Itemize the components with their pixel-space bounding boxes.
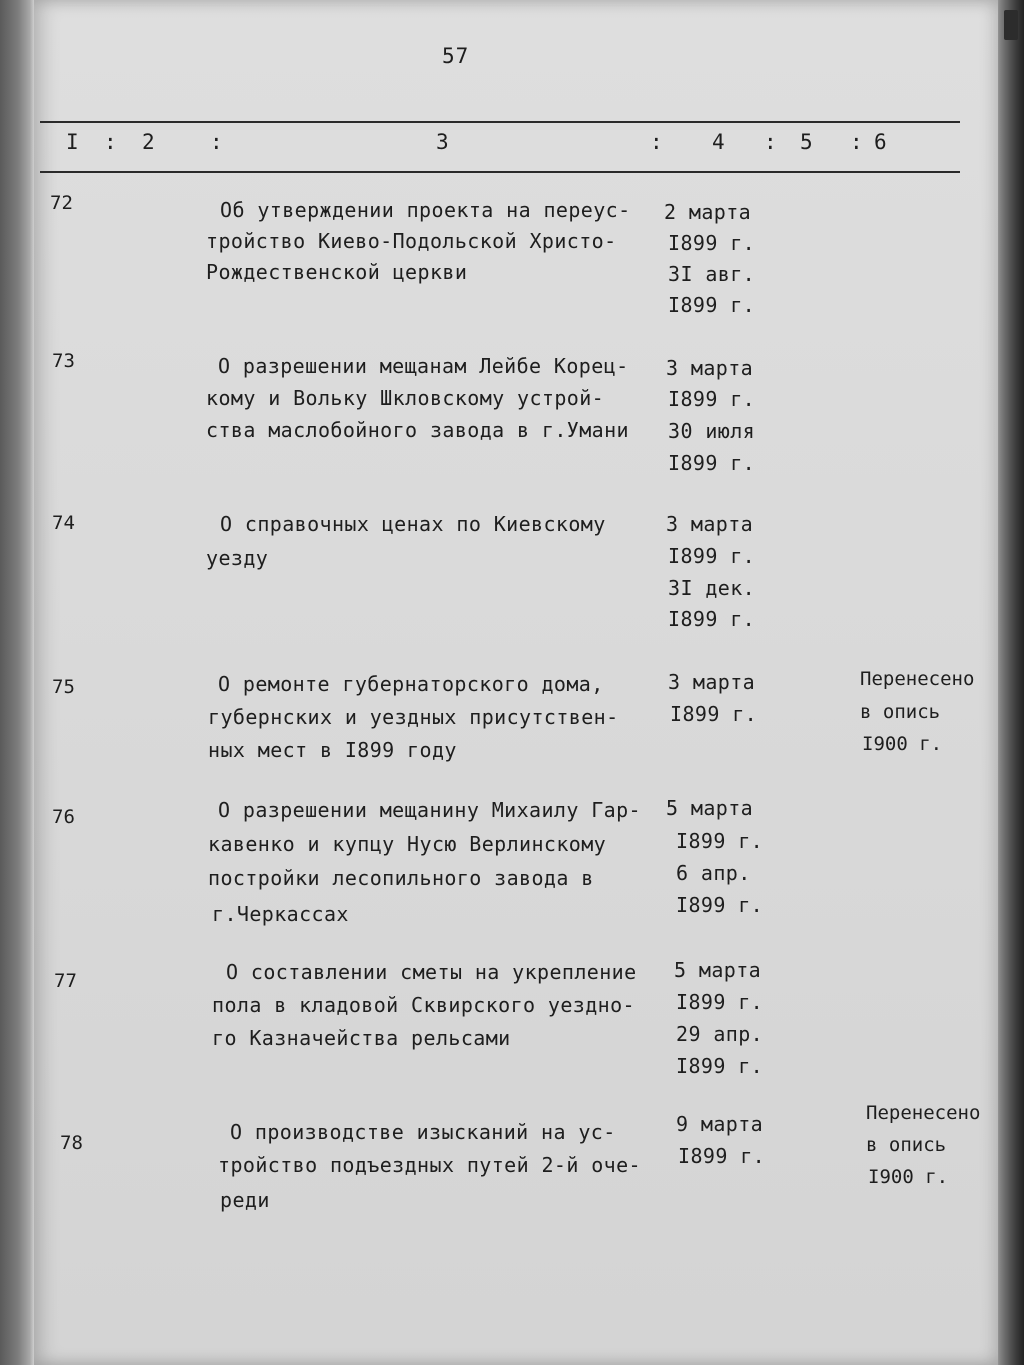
entry-date-line: I899 г. xyxy=(676,1054,764,1078)
entry-note-line: I900 г. xyxy=(862,733,943,755)
column-separator: : xyxy=(764,130,777,154)
entry-number: 75 xyxy=(52,676,75,698)
column-separator: : xyxy=(650,130,663,154)
entry-number: 78 xyxy=(60,1132,83,1154)
entry-date-line: 9 марта xyxy=(676,1112,764,1136)
entry-note-line: в опись xyxy=(860,701,941,723)
entry-note-line: Перенесено xyxy=(866,1102,981,1124)
entry-date-line: 3 марта xyxy=(666,356,754,380)
entry-date-line: 3 марта xyxy=(668,670,756,694)
entry-title-line: го Казначейства рельсами xyxy=(212,1026,511,1050)
entry-date-line: 6 апр. xyxy=(676,861,751,885)
entry-note-line: I900 г. xyxy=(868,1166,949,1188)
column-header-6: 6 xyxy=(874,130,887,154)
entry-date-line: I899 г. xyxy=(676,829,764,853)
entry-title-line: О справочных ценах по Киевскому xyxy=(220,512,606,536)
entry-note-line: Перенесено xyxy=(860,668,975,690)
entry-number: 77 xyxy=(54,970,77,992)
entry-title-line: тройство Киево-Подольской Христо- xyxy=(206,229,617,253)
entry-date-line: I899 г. xyxy=(670,702,758,726)
entry-date-line: I899 г. xyxy=(668,607,756,631)
entry-number: 74 xyxy=(52,512,75,534)
entry-title-line: кому и Вольку Шкловскому устрой- xyxy=(206,386,605,410)
column-separator: : xyxy=(104,130,117,154)
entry-title-line: О разрешении мещанам Лейбе Корец- xyxy=(218,354,629,378)
entry-title-line: ных мест в I899 году xyxy=(208,738,457,762)
entry-date-line: I899 г. xyxy=(668,387,756,411)
column-separator: : xyxy=(210,130,223,154)
column-header-5: 5 xyxy=(800,130,813,154)
binder-shadow xyxy=(998,0,1024,1365)
entry-date-line: I899 г. xyxy=(668,451,756,475)
entry-date-line: 3I дек. xyxy=(668,576,756,600)
entry-date-line: I899 г. xyxy=(676,893,764,917)
entry-title-line: кавенко и купцу Нусю Верлинскому xyxy=(208,832,607,856)
column-separator: : xyxy=(850,130,863,154)
entry-date-line: 2 марта xyxy=(664,200,752,224)
entry-date-line: 30 июля xyxy=(668,419,756,443)
entry-title-line: г.Черкассах xyxy=(212,902,349,926)
column-header-3: 3 xyxy=(436,130,449,154)
entry-title-line: тройство подъездных путей 2-й оче- xyxy=(218,1153,641,1177)
entry-title-line: Рождественской церкви xyxy=(206,260,468,284)
entry-date-line: 3 марта xyxy=(666,512,754,536)
entry-title-line: ства маслобойного завода в г.Умани xyxy=(206,418,629,442)
entry-title-line: уезду xyxy=(206,546,269,570)
page-number: 57 xyxy=(442,44,470,68)
column-header-4: 4 xyxy=(712,130,725,154)
entry-number: 73 xyxy=(52,350,75,372)
entry-date-line: I899 г. xyxy=(678,1144,766,1168)
entry-title-line: Об утверждении проекта на переус- xyxy=(220,198,631,222)
entry-note-line: в опись xyxy=(866,1134,947,1156)
entry-date-line: 29 апр. xyxy=(676,1022,764,1046)
entry-title-line: реди xyxy=(220,1188,270,1212)
entry-number: 76 xyxy=(52,806,75,828)
column-header-1: I xyxy=(66,130,79,154)
entry-title-line: пола в кладовой Сквирского уездно- xyxy=(212,993,635,1017)
entry-title-line: постройки лесопильного завода в xyxy=(208,866,594,890)
entry-date-line: I899 г. xyxy=(668,544,756,568)
entry-title-line: О составлении сметы на укрепление xyxy=(226,960,637,984)
entry-number: 72 xyxy=(50,192,73,214)
entry-title-line: О разрешении мещанину Михаилу Гар- xyxy=(218,798,641,822)
entry-date-line: I899 г. xyxy=(676,990,764,1014)
entry-date-line: 3I авг. xyxy=(668,262,756,286)
entry-date-line: I899 г. xyxy=(668,293,756,317)
entry-title-line: О производстве изысканий на ус- xyxy=(230,1120,616,1144)
entry-date-line: I899 г. xyxy=(668,231,756,255)
entry-title-line: О ремонте губернаторского дома, xyxy=(218,672,604,696)
entry-date-line: 5 марта xyxy=(674,958,762,982)
table-header-bottom-rule xyxy=(40,171,960,173)
column-header-2: 2 xyxy=(142,130,155,154)
entry-date-line: 5 марта xyxy=(666,796,754,820)
entry-title-line: губернских и уездных присутствен- xyxy=(208,705,619,729)
binder-clip xyxy=(1004,10,1018,40)
table-header-top-rule xyxy=(40,121,960,123)
